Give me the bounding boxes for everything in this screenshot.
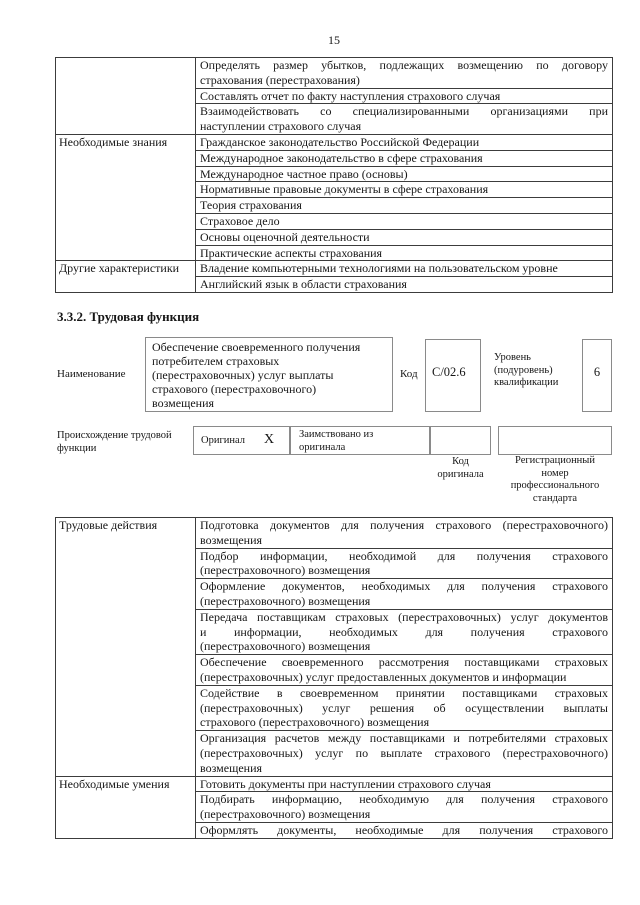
cell-line: Страховое дело (200, 213, 280, 228)
cell-line: Содействие в своевременном принятии поставщиками страховых (200, 685, 608, 700)
table-cell (196, 261, 613, 277)
function-origin-label (57, 430, 172, 455)
cell-line: страхования (перестрахования) (200, 72, 360, 87)
table-cell (196, 822, 613, 838)
cell-line: Основы оценочной деятельности (200, 229, 370, 244)
function-code-box (425, 339, 481, 412)
table-row (56, 518, 613, 549)
function-code: C/02.6 (432, 365, 466, 379)
registration-number-caption (498, 455, 612, 505)
original-box (193, 426, 290, 455)
section-title: 3.3.2. Трудовая функция (57, 309, 200, 324)
cell-line: Подбирать информацию, необходимую для получения страхового (200, 792, 608, 807)
cell-line: Нормативные правовые документы в сфере страхования (200, 182, 489, 197)
registration-number-caption-line: стандарта (532, 492, 578, 504)
qualification-level-label-line: Уровень (494, 352, 531, 363)
function-origin-label-line: функции (57, 442, 97, 454)
cell-line: (перестраховочного) возмещения (200, 563, 371, 578)
table-row (56, 58, 613, 89)
qualification-level-label (494, 352, 558, 390)
labor-function-table-body (56, 518, 613, 839)
function-name-line: возмещения (152, 396, 215, 410)
table-cell (196, 518, 613, 549)
cell-line: Теория страхования (200, 198, 302, 213)
cell-line: (перестраховочного) возмещения (200, 639, 371, 654)
cell-line: Составлять отчет по факту наступления страхового случая (200, 88, 501, 103)
table-cell (196, 548, 613, 579)
borrowed-label-line: оригинала (299, 441, 346, 453)
cell-line: Подготовка документов для получения страхового (перестраховочного) (200, 518, 608, 532)
cell-line: Практические аспекты страхования (200, 245, 383, 260)
registration-number-caption-line: профессионального (510, 480, 600, 491)
qualification-level-label-line: квалификации (494, 377, 559, 388)
table-cell (196, 245, 613, 261)
cell-line: Международное законодательство в сфере страхования (200, 150, 483, 165)
cell-line: (перестраховочных) услуг решения об осуществлении выплаты (200, 700, 608, 715)
table-cell (196, 166, 613, 182)
original-mark: X (264, 432, 275, 447)
row-group-label: Необходимые знания (56, 134, 196, 260)
table-cell (196, 792, 613, 823)
qualification-level-box (582, 339, 612, 412)
cell-line: Оформлять документы, необходимые для получения страхового (200, 822, 608, 837)
cell-line: Английский язык в области страхования (200, 277, 407, 292)
original-code-caption-line: Код (452, 456, 469, 467)
table-cell (196, 685, 613, 730)
cell-line: Обеспечение своевременного рассмотрения поставщиками страховых (200, 655, 608, 670)
requirements-table-body (56, 58, 613, 293)
row-group-label: Необходимые умения (56, 776, 196, 838)
cell-line: Взаимодействовать со специализированными организациями при (200, 104, 608, 119)
table-cell (196, 776, 613, 792)
cell-line: (перестраховочных) услуг предоставленных документов и информации (200, 669, 567, 684)
original-code-caption-line: оригинала (437, 468, 484, 480)
cell-line: Владение компьютерными технологиями на пользовательском уровне (200, 261, 558, 276)
function-name-line: страхового (перестраховочного) (152, 382, 317, 396)
code-label: Код (400, 368, 418, 380)
row-group-label: Другие характеристики (56, 261, 196, 293)
table-cell (196, 104, 613, 135)
cell-line: Организация расчетов между поставщиками и потребителями страховых (200, 731, 608, 746)
borrowed-label-line: Заимствовано из (299, 429, 374, 440)
cell-line: (перестраховочных) услуг по выплате страхового (перестраховочного) (200, 745, 608, 760)
cell-line: Оформление документов, необходимых для получения страхового (200, 579, 608, 594)
row-group-label (56, 58, 196, 135)
table-cell (196, 150, 613, 166)
registration-number-caption-line: номер (541, 467, 569, 479)
original-code-box (430, 426, 491, 455)
cell-line: возмещения (200, 760, 263, 775)
cell-line: наступлении страхового случая (200, 119, 362, 134)
table-cell (196, 213, 613, 229)
cell-line: Определять размер убытков, подлежащих возмещению по договору (200, 58, 608, 72)
function-name-box (145, 337, 393, 412)
registration-number-caption-line: Регистрационный (515, 455, 595, 466)
table-row (56, 776, 613, 792)
requirements-table-continued (55, 57, 613, 293)
function-name-line: Обеспечение своевременного получения (152, 340, 361, 354)
table-cell (196, 182, 613, 198)
page-number: 15 (328, 33, 340, 47)
cell-line: Подбор информации, необходимой для получения страхового (200, 548, 608, 563)
cell-line: страхового (перестраховочного) возмещения (200, 715, 430, 730)
cell-line: (перестраховочного) возмещения (200, 807, 371, 822)
table-cell (196, 579, 613, 610)
table-cell (196, 655, 613, 686)
cell-line: Готовить документы при наступлении страхового случая (200, 776, 491, 791)
function-origin-label-line: Происхождение трудовой (57, 430, 172, 441)
qualification-level-label-line: (подуровень) (494, 364, 553, 376)
table-cell (196, 88, 613, 104)
table-cell (196, 134, 613, 150)
function-name-line: (перестраховочных) услуг выплаты (152, 368, 334, 382)
table-cell (196, 609, 613, 654)
borrowed-from-original-box (290, 426, 430, 455)
table-cell (196, 58, 613, 89)
table-cell (196, 731, 613, 776)
table-cell (196, 229, 613, 245)
original-code-caption (430, 456, 491, 481)
cell-line: (перестраховочного) возмещения (200, 593, 371, 608)
cell-line: Гражданское законодательство Российской Федерации (200, 134, 480, 149)
labor-function-table (55, 517, 613, 839)
cell-line: Передача поставщикам страховых (перестраховочных) услуг документов (200, 609, 608, 624)
table-row (56, 134, 613, 150)
cell-line: Международное частное право (основы) (200, 166, 408, 181)
function-name-line: потребителем страховых (152, 354, 280, 368)
table-row (56, 261, 613, 277)
registration-number-box (498, 426, 612, 455)
original-label: Оригинал (201, 435, 245, 446)
name-label: Наименование (57, 368, 126, 380)
row-group-label: Трудовые действия (56, 518, 196, 777)
cell-line: и информации, необходимых для получения страхового (200, 624, 608, 639)
cell-line: возмещения (200, 532, 263, 547)
table-cell (196, 277, 613, 293)
table-cell (196, 198, 613, 214)
qualification-level: 6 (593, 365, 601, 379)
